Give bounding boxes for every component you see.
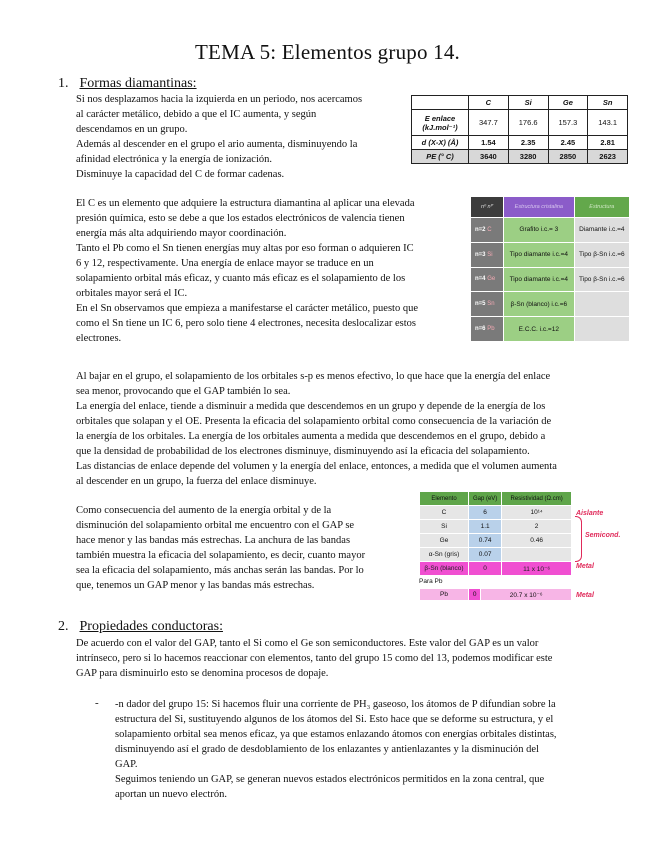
- text-line: Las distancias de enlace depende del volumen y la energía del enlace, entonces, a medida que el volumen aumenta: [76, 461, 557, 472]
- element-symbol: Sn: [487, 301, 495, 308]
- table-cell: 3280: [508, 150, 548, 164]
- table-cell: E.C.C. i.c.=12: [504, 317, 575, 342]
- table-header-cell: Estructura cristalina: [504, 197, 575, 218]
- text-line: estructura del Si, sustituyendo algunos de los átomos del Si. Esto hace que se deforme su estructura, y el: [115, 714, 554, 725]
- table-cell: β-Sn (blanco) i.c.=6: [504, 292, 575, 317]
- table-row: [471, 317, 630, 342]
- text-line: presión química, esto se debe a que los estados electrónicos de valencia tienen: [76, 213, 405, 224]
- period-cell: [471, 267, 504, 292]
- page-title: TEMA 5: Elementos grupo 14.: [195, 40, 460, 64]
- period-number: n=5: [475, 301, 486, 308]
- table-cell: 1.1: [469, 520, 502, 534]
- table-cell: 2.81: [588, 136, 628, 150]
- table-cell: 0.46: [502, 534, 572, 548]
- table-cell: β-Sn (blanco): [420, 562, 469, 576]
- table-cell: [574, 292, 629, 317]
- period-number: n=3: [475, 251, 486, 258]
- text-line: GAP.: [115, 759, 138, 770]
- table-cell: 10¹⁴: [502, 506, 572, 520]
- text-line: En el Sn observamos que empieza a manifestarse el carácter metálico, puesto que: [76, 303, 418, 314]
- pb-metal-label: Metal: [576, 592, 594, 599]
- table-cell: 2623: [588, 150, 628, 164]
- table-header-cell: nº nᴾ: [471, 197, 504, 218]
- table-cell: 20.7 x 10⁻⁶: [481, 589, 572, 601]
- table-row: [471, 218, 630, 243]
- text-line: Al bajar en el grupo, el solapamiento de los orbitales s-p es menos efectivo, lo que hace que la energía del enlace: [76, 371, 551, 382]
- table-header-cell: [412, 96, 469, 110]
- table-header-cell: C: [469, 96, 509, 110]
- text-line: orbitales mayor será el IC.: [76, 288, 188, 299]
- text-line: como el Sn tiene un IC 6, pero solo tiene 4 electrones, necesita deslocalizar estos: [76, 318, 416, 329]
- period-number: n=6: [475, 326, 486, 333]
- paragraph-5: [76, 636, 552, 681]
- text-line: descendamos en un grupo.: [76, 124, 188, 135]
- table-cell: Si: [420, 520, 469, 534]
- table-cell: 0: [469, 562, 502, 576]
- table-row: [412, 110, 628, 136]
- table-cell: C: [420, 506, 469, 520]
- table-row: [471, 267, 630, 292]
- table-cell: 2850: [548, 150, 588, 164]
- table-row: [471, 242, 630, 267]
- element-symbol: Si: [487, 251, 493, 258]
- text-line: orbitales que solapan y el OE. Presenta la eficacia del solapamiento orbital como consecuencia de la variación de: [76, 416, 552, 427]
- table-cell: [574, 317, 629, 342]
- table-cell: 1.54: [469, 136, 509, 150]
- text-line: energía más alta adquiriendo mayor coordinación.: [76, 228, 287, 239]
- element-symbol: C: [487, 226, 492, 233]
- table-cell: Pb: [420, 589, 469, 601]
- table-cell: 6: [469, 506, 502, 520]
- text-line: la energía de los orbitales. La energía de los orbitales aumenta a medida que descendemos en el grupo, debido a: [76, 431, 546, 442]
- table-cell: 2.45: [548, 136, 588, 150]
- table-cell: Diamante i.c.=4: [574, 218, 629, 243]
- section-2-number: 2.: [58, 619, 69, 634]
- paragraph-3: [76, 369, 557, 489]
- bullet-paragraph: [115, 697, 557, 802]
- text-line: que la densidad de probabilidad de los electrones disminuye, disminuyendo así la eficacia del solapamiento.: [76, 446, 530, 457]
- table-cell: Tipo β-Sn i.c.=6: [574, 267, 629, 292]
- period-number: n=4: [475, 276, 486, 283]
- text-line: 6 y 12, respectivamente. Una energía de enlace mayor se traduce en un: [76, 258, 374, 269]
- paragraph-2: [76, 196, 418, 346]
- table-row: [412, 136, 628, 150]
- text-line: aportan un nuevo electrón.: [115, 789, 227, 800]
- table-cell: Tipo β-Sn i.c.=6: [574, 242, 629, 267]
- metal-label: Metal: [576, 563, 594, 570]
- text-line: electrones.: [76, 333, 122, 344]
- text-line: al carácter metálico, debido a que el IC aumenta, y según: [76, 109, 317, 120]
- section-2-heading: [58, 619, 223, 635]
- table-cell: 2: [502, 520, 572, 534]
- text-line: El C es un elemento que adquiere la estructura diamantina al aplicar una elevada: [76, 198, 415, 209]
- table-row: [420, 534, 572, 548]
- table-header-row: [412, 96, 628, 110]
- table-header-row: [420, 492, 572, 506]
- bond-energy-table: [411, 95, 628, 164]
- table-cell: Ge: [420, 534, 469, 548]
- period-cell: [471, 218, 504, 243]
- text-line: intrínseco, pero si lo hacemos reaccionar con elementos, tanto del grupo 15 como del 13, podemos modificar este: [76, 653, 553, 664]
- table-row: [420, 520, 572, 534]
- text-line: Como consecuencia del aumento de la energía orbital y de la: [76, 505, 332, 516]
- table-row: [412, 150, 628, 164]
- period-cell: [471, 317, 504, 342]
- pb-table: [419, 588, 572, 601]
- table-header-cell: Ge: [548, 96, 588, 110]
- period-cell: [471, 242, 504, 267]
- table-header-cell: Sn: [588, 96, 628, 110]
- table-header-cell: Si: [508, 96, 548, 110]
- row-label: PE (° C): [412, 150, 469, 164]
- table-cell: Tipo diamante i.c.=4: [504, 267, 575, 292]
- table-header-cell: Resistividad (Ω.cm): [502, 492, 572, 506]
- paragraph-4: [76, 503, 365, 593]
- semiconductor-label: Semicond.: [585, 532, 621, 539]
- text-line: disminución del solapamiento orbital me encuentro con el GAP se: [76, 520, 355, 531]
- text-line: Además al descender en el grupo el ario aumenta, disminuyendo la: [76, 139, 358, 150]
- table-cell: 0.74: [469, 534, 502, 548]
- section-1-number: 1.: [58, 76, 69, 91]
- table-cell: 143.1: [588, 110, 628, 136]
- table-header-cell: Estructura: [574, 197, 629, 218]
- text-line: también muestra la eficacia del solapamiento, es decir, cuanto mayor: [76, 550, 366, 561]
- paragraph-1: [76, 92, 362, 182]
- table-cell: 2.35: [508, 136, 548, 150]
- table-header-cell: Gap (eV): [469, 492, 502, 506]
- table-cell: 0: [469, 589, 481, 601]
- table-cell: 347.7: [469, 110, 509, 136]
- text-line: Disminuye la capacidad del C de formar cadenas.: [76, 169, 285, 180]
- text-line: solapamiento orbital sea menos eficaz, ya que estamos enlazando átomos con energías orbitales distintas,: [115, 729, 557, 740]
- table-header-cell: Elemento: [420, 492, 469, 506]
- text-line: -n dador del grupo 15: Si hacemos fluir una corriente de PH₃ gaseoso, los átomos de P difundian sobre la: [115, 699, 556, 710]
- table-cell: Grafito i.c.= 3: [504, 218, 575, 243]
- table-cell: Tipo diamante i.c.=4: [504, 242, 575, 267]
- table-row: [420, 589, 572, 601]
- section-1-heading: [58, 76, 197, 92]
- table-cell: 157.3: [548, 110, 588, 136]
- text-line: Seguimos teniendo un GAP, se generan nuevos estados electrónicos permitidos en la zona central, que: [115, 774, 545, 785]
- section-2-label: Propiedades conductoras:: [79, 619, 223, 634]
- text-line: solapamiento orbital más eficaz, y cuanto más eficaz es el solapamiento de los: [76, 273, 406, 284]
- table-row: [420, 506, 572, 520]
- element-symbol: Pb: [487, 326, 495, 333]
- table-header-row: [471, 197, 630, 218]
- element-symbol: Ge: [487, 276, 496, 283]
- table-cell: 3640: [469, 150, 509, 164]
- gap-resistivity-table: [419, 491, 572, 576]
- pb-caption: Para Pb: [419, 578, 443, 585]
- table-cell: 176.6: [508, 110, 548, 136]
- table-cell: α-Sn (gris): [420, 548, 469, 562]
- table-cell: 0.07: [469, 548, 502, 562]
- period-number: n=2: [475, 226, 486, 233]
- text-line: GAP para disminuirlo esto se denomina procesos de dopaje.: [76, 668, 329, 679]
- text-line: De acuerdo con el valor del GAP, tanto el Si como el Ge son semiconductores. Este valor del GAP es un valor: [76, 638, 539, 649]
- section-1-label: Formas diamantinas:: [79, 76, 197, 91]
- table-cell: [502, 548, 572, 562]
- text-line: al descender en un grupo, la fuerza del enlace disminuye.: [76, 476, 317, 487]
- text-line: La energía del enlace, tiende a disminuir a medida que descendemos en un grupo y depende de la energía de los: [76, 401, 546, 412]
- text-line: Tanto el Pb como el Sn tienen energías muy altas por eso forman o adquieren IC: [76, 243, 414, 254]
- text-line: Si nos desplazamos hacia la izquierda en un periodo, nos acercamos: [76, 94, 363, 105]
- aislante-label: Aislante: [576, 510, 604, 517]
- table-row: [471, 292, 630, 317]
- table-row: [420, 562, 572, 576]
- crystal-structure-table: [470, 196, 630, 342]
- text-line: sea la eficacia del solapamiento, más anchas serán las bandas. Por lo: [76, 565, 364, 576]
- table-cell: 11 x 10⁻⁶: [502, 562, 572, 576]
- table-row: [420, 548, 572, 562]
- semiconductor-brace: [575, 516, 582, 562]
- period-cell: [471, 292, 504, 317]
- bullet-marker: -: [95, 697, 99, 709]
- text-line: sea menor, provocando que el GAP también lo sea.: [76, 386, 291, 397]
- text-line: que, tenemos un GAP menor y las bandas más estrechas.: [76, 580, 315, 591]
- text-line: hace menor y las bandas más estrechas. La anchura de las bandas: [76, 535, 351, 546]
- row-label: d (X-X) (Å): [412, 136, 469, 150]
- text-line: afinidad electrónica y la energía de ionización.: [76, 154, 273, 165]
- row-label: E enlace (kJ.mol⁻¹): [412, 110, 469, 136]
- text-line: disminuyendo así el grado de desdoblamiento de los enlazantes y antienlazantes y la disminución del: [115, 744, 539, 755]
